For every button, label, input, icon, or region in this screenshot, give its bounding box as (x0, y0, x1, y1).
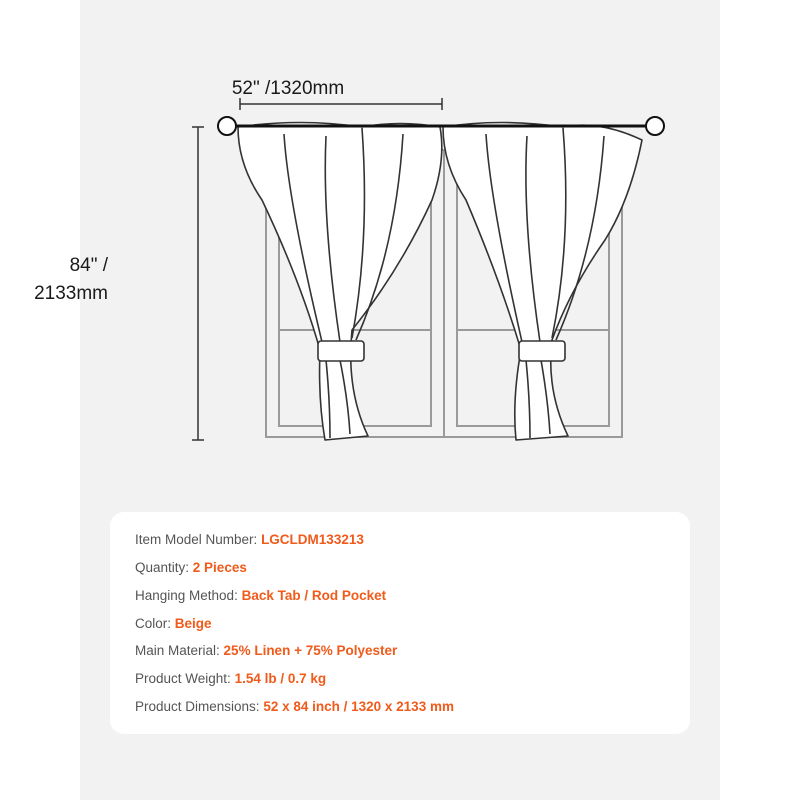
height-dimension-label-line2: 2133mm (34, 283, 108, 304)
curtain-diagram (80, 0, 720, 480)
spec-row-material (135, 644, 397, 658)
spec-value: 25% Linen + 75% Polyester (223, 643, 398, 658)
spec-label: Product Dimensions: (135, 699, 260, 714)
spec-value: LGCLDM133213 (261, 532, 364, 547)
width-dimension-label: 52" /1320mm (231, 78, 345, 99)
spec-value: Back Tab / Rod Pocket (241, 588, 387, 603)
height-dimension-label-line1: 84" / (69, 255, 108, 276)
spec-value: 1.54 lb / 0.7 kg (234, 671, 327, 686)
height-dimension-line (192, 127, 204, 440)
width-dimension-line (240, 98, 442, 110)
spec-value: 2 Pieces (192, 560, 247, 575)
spec-label: Product Weight: (135, 671, 231, 686)
spec-row-weight (135, 672, 326, 686)
rod-finial-left (218, 117, 236, 135)
spec-label: Main Material: (135, 643, 220, 658)
spec-label: Item Model Number: (135, 532, 258, 547)
spec-label: Quantity: (135, 560, 190, 575)
spec-row-dimensions (135, 700, 454, 714)
spec-row-model (135, 533, 364, 547)
spec-card (110, 512, 690, 734)
spec-value: 52 x 84 inch / 1320 x 2133 mm (263, 699, 454, 714)
rod-finial-right (646, 117, 664, 135)
spec-label: Hanging Method: (135, 588, 238, 603)
spec-row-hanging-method (135, 589, 386, 603)
spec-row-color (135, 617, 212, 631)
spec-label: Color: (135, 616, 172, 631)
left-curtain (238, 123, 442, 441)
spec-value: Beige (174, 616, 212, 631)
spec-row-quantity (135, 561, 247, 575)
right-curtain (443, 123, 642, 441)
